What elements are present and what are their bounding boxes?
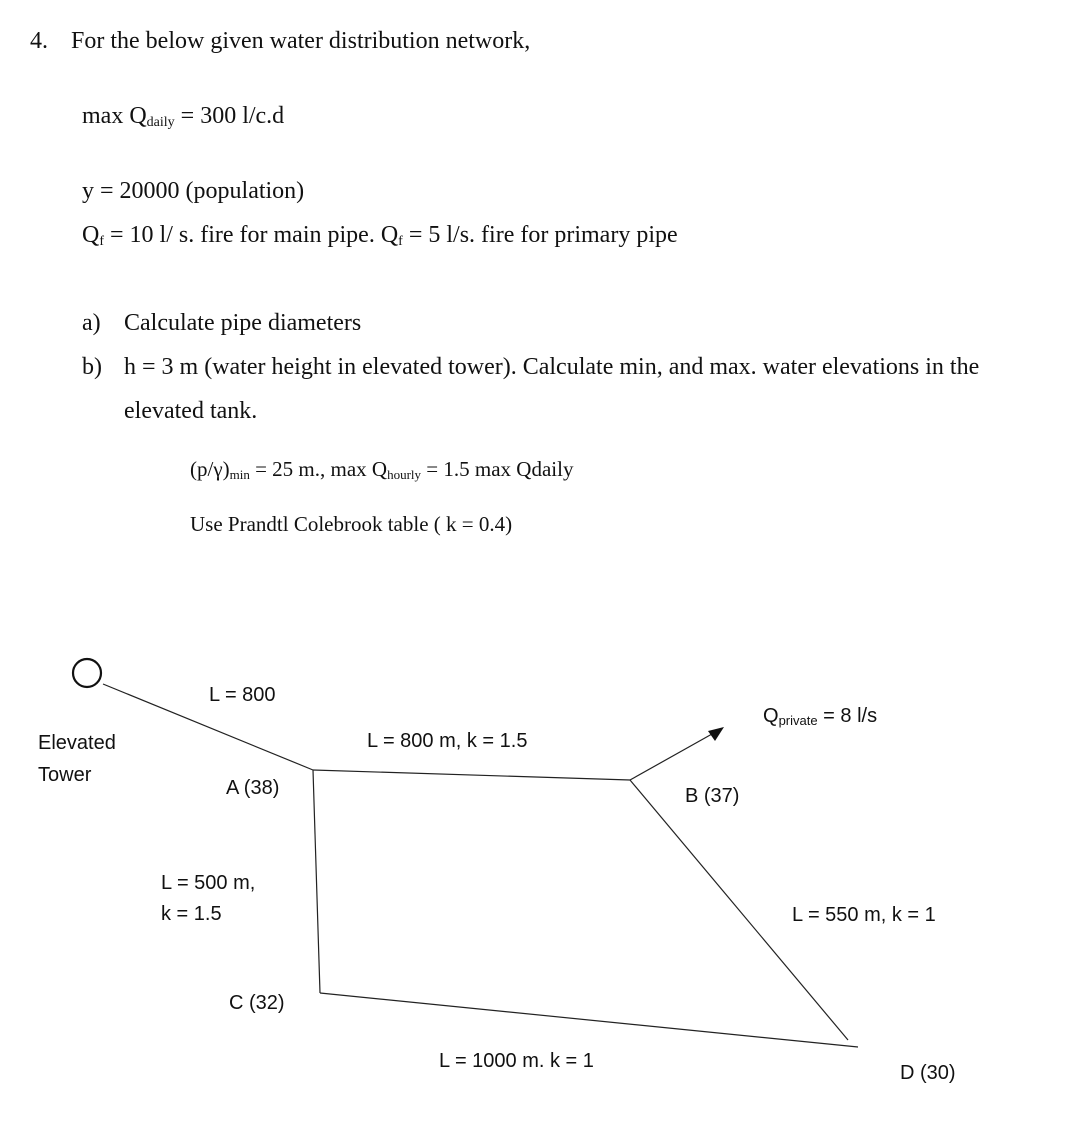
condition-table: Use Prandtl Colebrook table ( k = 0.4) xyxy=(190,512,513,536)
pipe-c-d xyxy=(320,993,858,1047)
task-b-text-line1: h = 3 m (water height in elevated tower). Calculate min, and max. water elevations in the xyxy=(124,354,980,380)
elevated-tower-icon xyxy=(73,659,101,687)
task-a-text: Calculate pipe diameters xyxy=(124,310,362,336)
condition-pressure: $(p/\gamma)_{min} = 25$ m., $\max Q_{hourly} = 1.5$ max Qdaily xyxy=(190,457,574,482)
pipe-tower-a xyxy=(103,684,313,770)
given-population: y = 20000 (population) xyxy=(82,178,305,204)
question-intro: For the below given water distribution network, xyxy=(71,28,531,54)
task-b-text-line2: elevated tank. xyxy=(124,398,258,424)
node-b-label: B (37) xyxy=(685,785,740,807)
pipe-label-tower-a: L = 800 xyxy=(209,684,276,706)
pipe-label-a-b: L = 800 m, k = 1.5 xyxy=(367,730,528,752)
pipe-a-b xyxy=(313,770,630,780)
node-d-label: D (30) xyxy=(900,1062,956,1084)
arrowhead-icon xyxy=(708,727,724,741)
node-c-label: C (32) xyxy=(229,992,285,1014)
tower-label-line2: Tower xyxy=(38,764,92,786)
task-a-label: a) xyxy=(82,310,101,336)
pipe-label-a-c-line2: k = 1.5 xyxy=(161,903,222,925)
question-number: 4. xyxy=(30,28,48,54)
task-b-label: b) xyxy=(82,354,102,380)
node-a-label: A (38) xyxy=(226,777,280,799)
tower-label-line1: Elevated xyxy=(38,732,116,754)
private-outflow-line xyxy=(630,734,712,780)
pipe-label-c-d: L = 1000 m. k = 1 xyxy=(439,1050,594,1072)
given-qdaily: $\max Q_{daily} = 300$ l/c.d xyxy=(82,103,285,130)
pipe-label-a-c-line1: L = 500 m, xyxy=(161,872,256,894)
pipe-label-b-d: L = 550 m, k = 1 xyxy=(792,904,936,926)
pipe-a-c xyxy=(313,770,320,993)
private-flow-label: $Q_{private} = 8$ l/s xyxy=(763,705,878,728)
given-fire-flows: $Q_f = 10$ l/ s. fire for main pipe. $Q_f = 5$ l/s. fire for primary pipe xyxy=(82,222,678,249)
